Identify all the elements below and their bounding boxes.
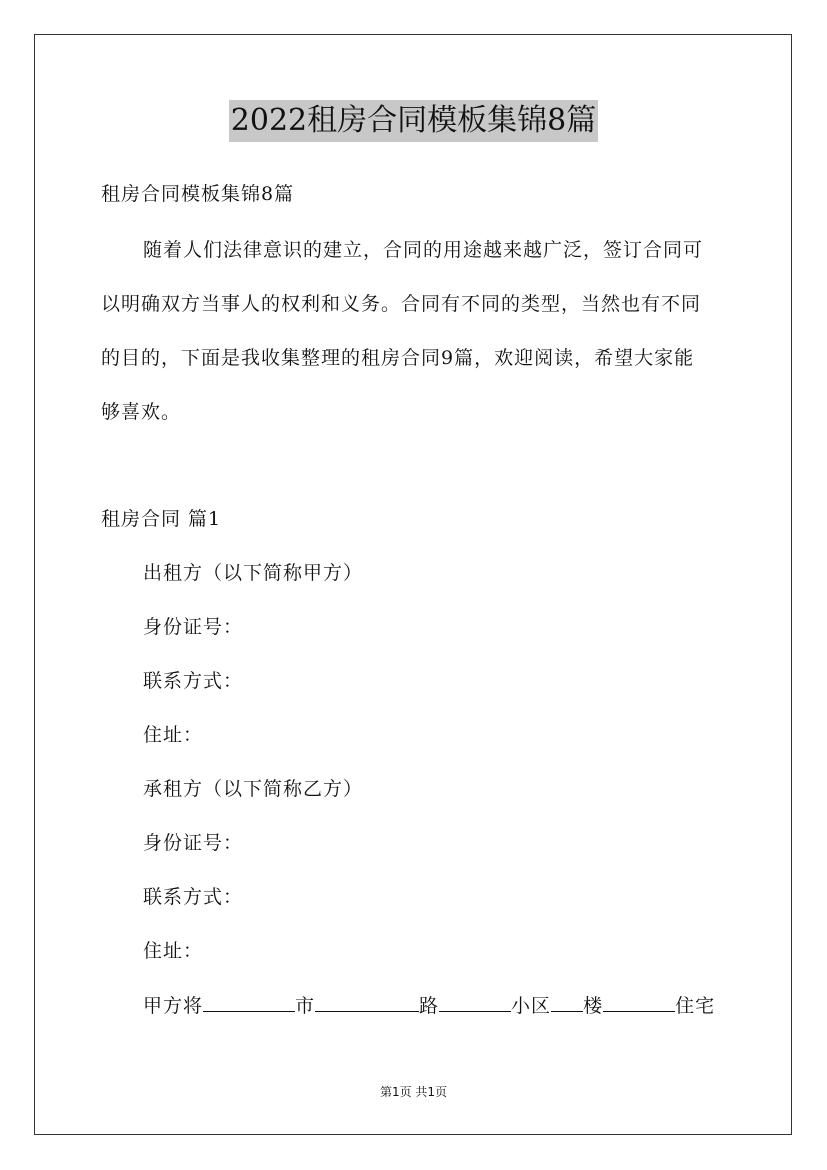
blank-city	[203, 991, 295, 1012]
blank-building	[551, 991, 583, 1012]
text-segment: 路	[419, 995, 440, 1017]
document-title: 2022租房合同模板集锦8篇	[229, 100, 598, 142]
page-footer: 第1页 共1页	[379, 1085, 448, 1099]
field-lessee-contact: 联系方式：	[143, 886, 244, 908]
intro-line-1: 随着人们法律意识的建立，合同的用途越来越广泛，签订合同可	[143, 239, 704, 261]
text-segment: 楼	[583, 995, 604, 1017]
text-segment: 小区	[511, 995, 552, 1017]
field-lessor-contact: 联系方式：	[143, 670, 244, 692]
text-segment: 甲方将	[143, 995, 204, 1017]
document-subtitle: 租房合同模板集锦8篇	[101, 183, 295, 205]
intro-line-3: 的目的，下面是我收集整理的租房合同9篇，欢迎阅读，希望大家能	[101, 347, 695, 369]
section-heading: 租房合同 篇1	[101, 508, 222, 530]
text-segment: 住宅	[675, 995, 716, 1017]
field-lessee-address: 住址：	[143, 940, 204, 962]
field-lessee: 承租方（以下简称乙方）	[143, 778, 364, 800]
field-lessor-id: 身份证号：	[143, 616, 244, 638]
intro-line-2: 以明确双方当事人的权利和义务。合同有不同的类型，当然也有不同	[101, 293, 702, 315]
blank-community	[439, 991, 511, 1012]
field-lessor: 出租方（以下简称甲方）	[143, 562, 364, 584]
property-address-line	[143, 991, 715, 1020]
field-lessor-address: 住址：	[143, 724, 204, 746]
blank-road	[315, 991, 419, 1012]
field-lessee-id: 身份证号：	[143, 832, 244, 854]
intro-line-4: 够喜欢。	[101, 401, 182, 423]
title-wrap	[0, 100, 827, 142]
text-segment: 市	[295, 995, 316, 1017]
blank-unit	[603, 991, 675, 1012]
